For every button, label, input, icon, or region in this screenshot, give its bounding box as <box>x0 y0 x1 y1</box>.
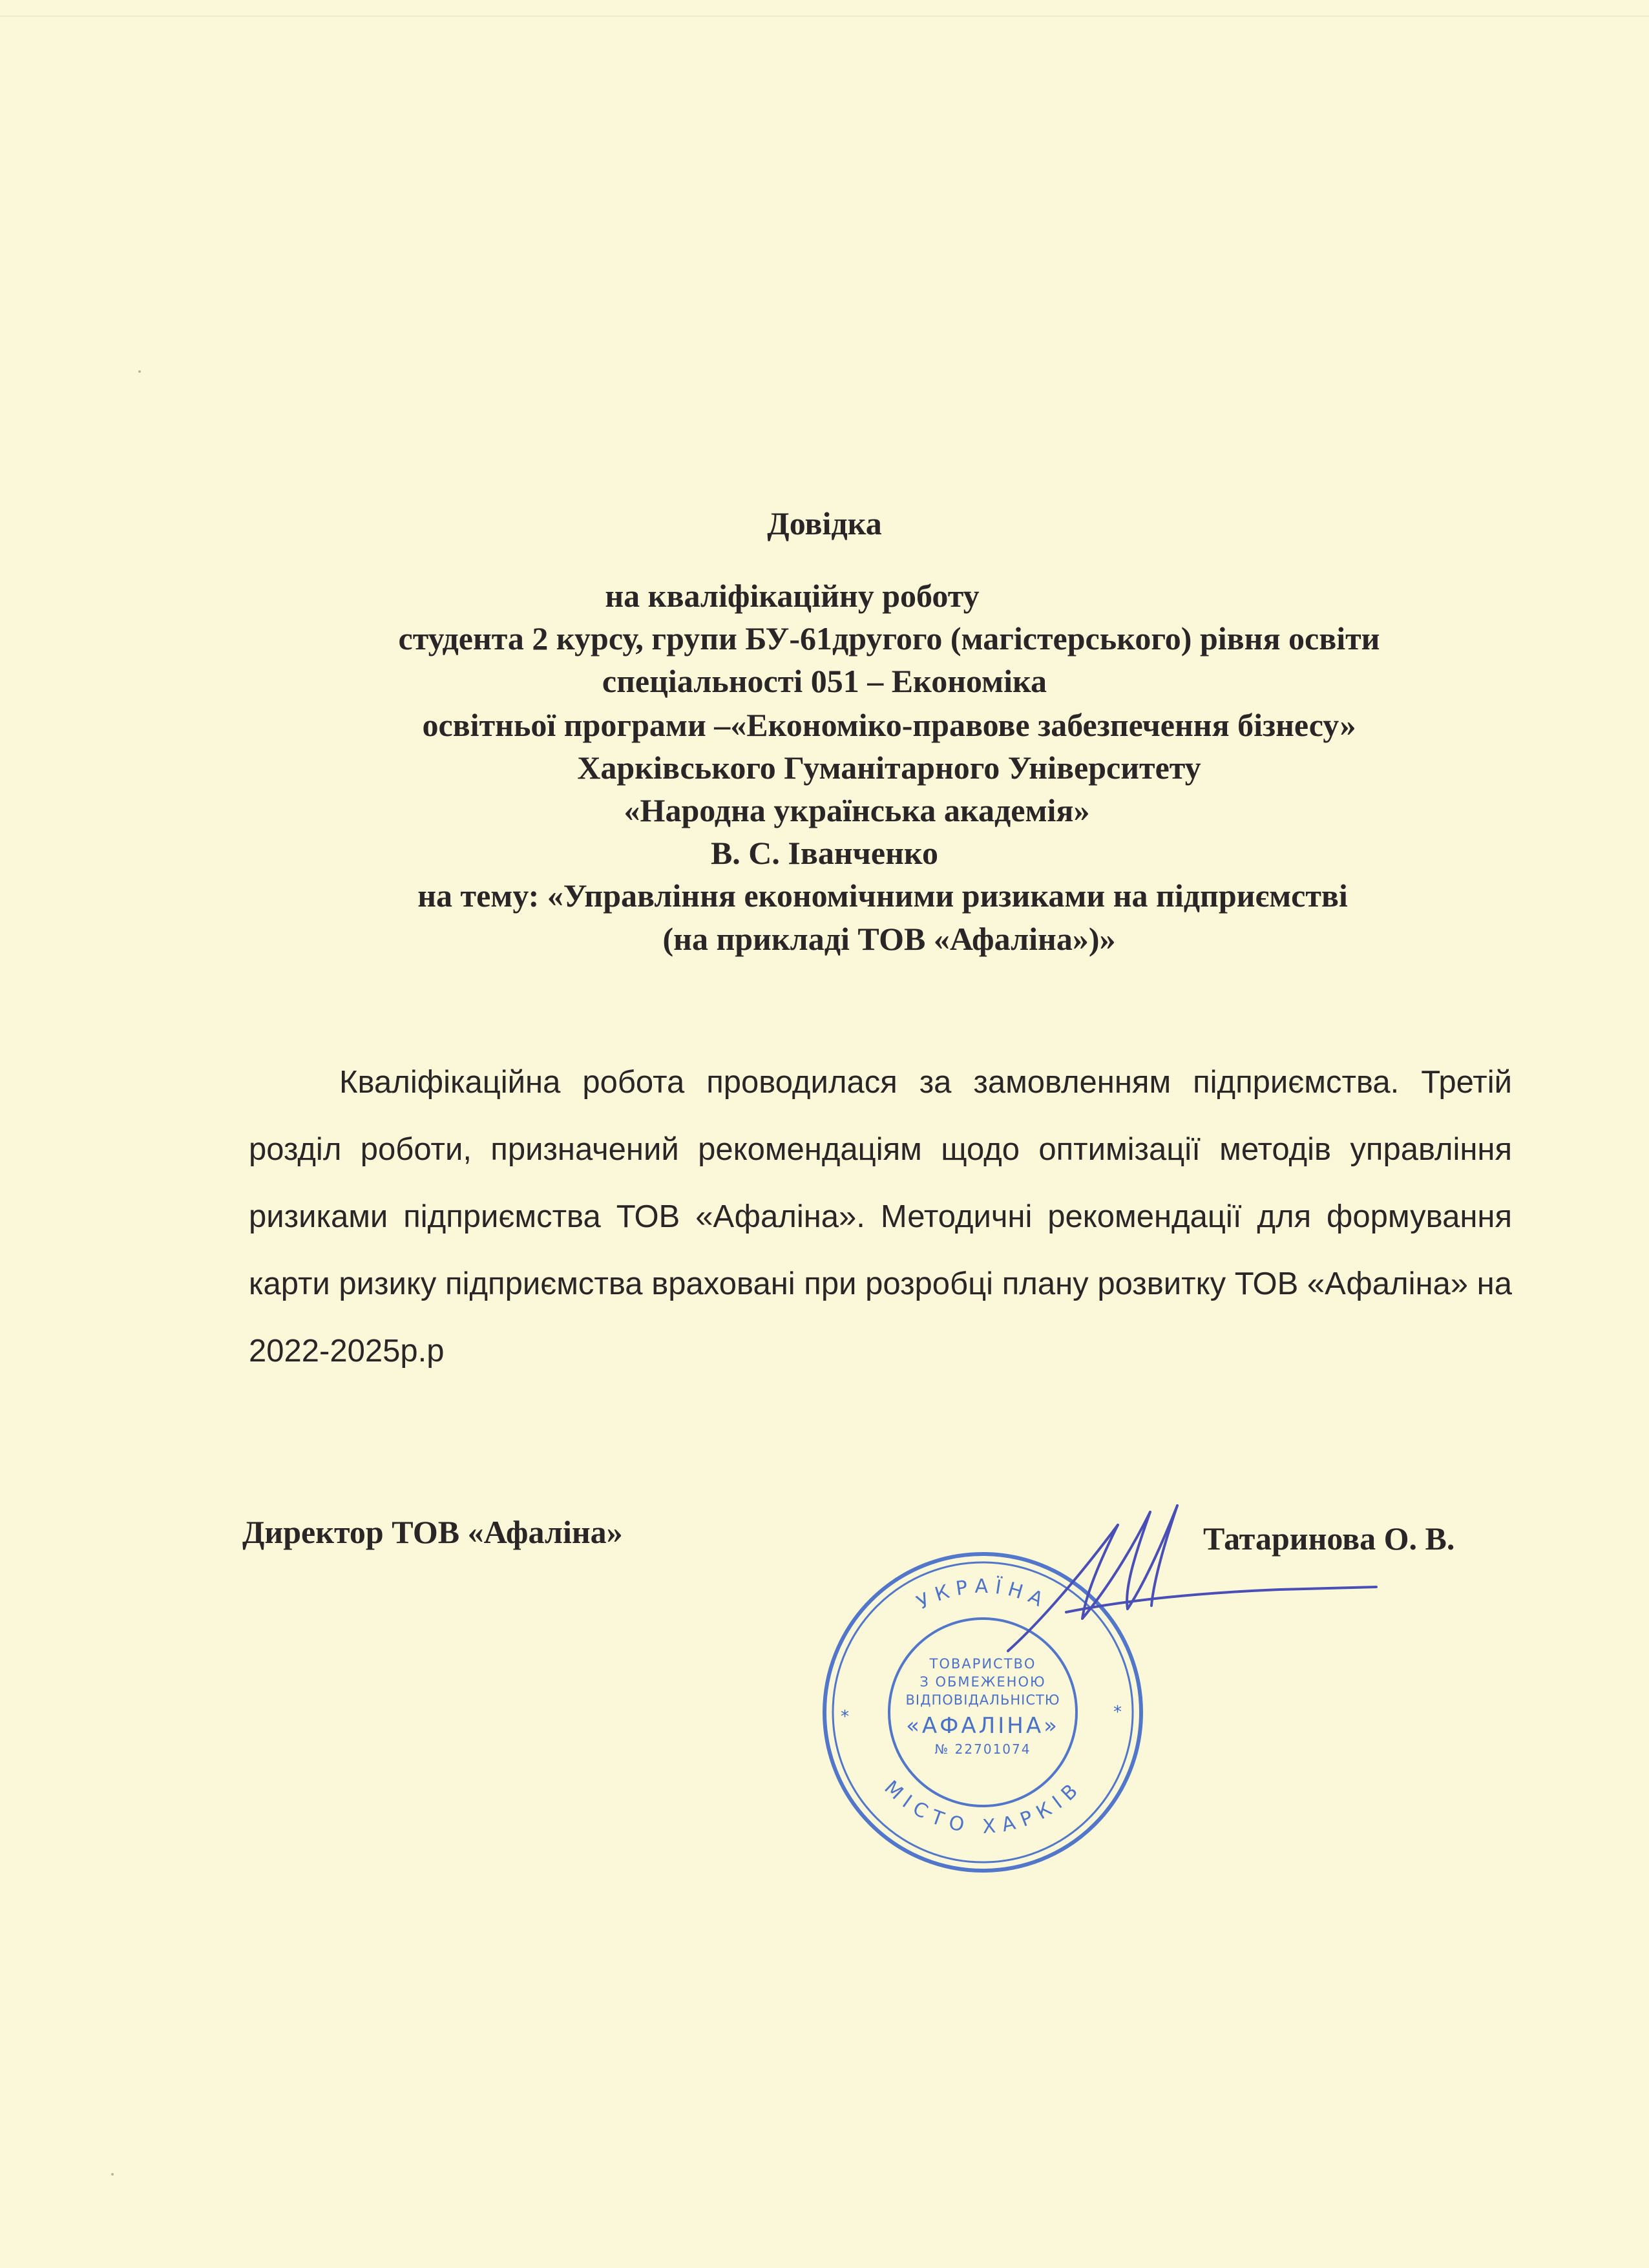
stamp-registration-number: № 22701074 <box>934 1741 1031 1757</box>
scan-speck <box>138 370 141 373</box>
header-line: освітньої програми –«Економіко-правове забезпечення бізнесу» <box>422 707 1356 743</box>
topic-line: на тему: «Управління економічними ризиками на підприємстві <box>417 877 1348 914</box>
scan-speck <box>111 2173 114 2176</box>
header-line: «Народна українська академія» <box>624 792 1090 828</box>
director-name: Татаринова О. В. <box>1203 1520 1455 1557</box>
director-title: Директор ТОВ «Афаліна» <box>242 1514 623 1550</box>
header-line: студента 2 курсу, групи БУ-61другого (магістерського) рівня освіти <box>398 620 1380 656</box>
stamp-star-icon: * <box>1113 1703 1122 1722</box>
stamp-inner-line: З ОБМЕЖЕНОЮ <box>919 1674 1046 1690</box>
header-line: на кваліфікаційну роботу <box>605 578 980 614</box>
stamp-company-name: «АФАЛІНА» <box>906 1713 1060 1739</box>
stamp-inner-line: ВІДПОВІДАЛЬНІСТЮ <box>905 1692 1060 1708</box>
stamp-outer-bottom: МІСТО ХАРКІВ <box>879 1776 1086 1839</box>
stamp-star-icon: * <box>841 1707 849 1727</box>
header-line: спеціальності 051 – Економіка <box>602 663 1047 699</box>
document-title: Довідка <box>767 505 882 541</box>
scan-edge-line <box>0 16 1649 17</box>
stamp-outer-top: УКРАЇНА <box>913 1575 1053 1615</box>
author-name: В. С. Іванченко <box>710 835 939 871</box>
body-paragraph: Кваліфікаційна робота проводилася за замовленням підприємства. Третій розділ роботи, призначений рекомендаціям щодо оптимізації методів управління ризиками підприємства ТОВ «Афаліна». Методичні рекомендації для формування карти ризику підприємства враховані при розробці плану розвитку ТОВ «Афаліна» на 2022-2025р.р <box>249 1065 1512 1369</box>
topic-line: (на прикладі ТОВ «Афаліна»)» <box>662 921 1116 957</box>
header-line: Харківського Гуманітарного Університету <box>577 750 1201 786</box>
director-signature <box>969 1486 1422 1667</box>
stamp-inner-line: ТОВАРИСТВО <box>929 1656 1036 1672</box>
